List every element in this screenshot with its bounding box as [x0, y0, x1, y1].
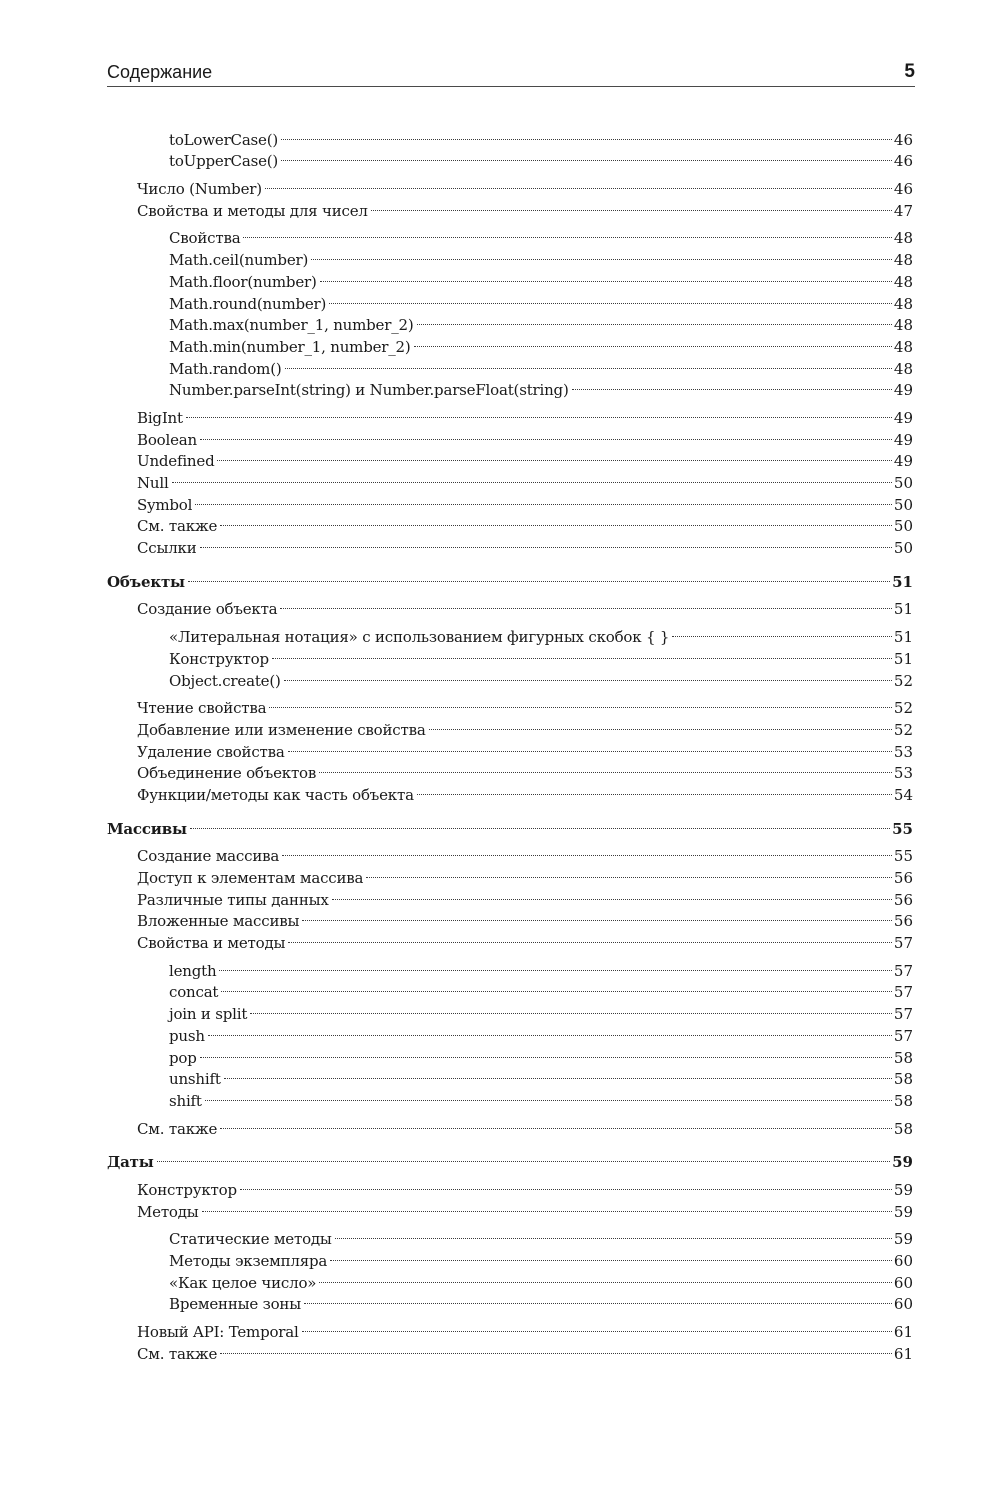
toc-entry-title: length	[169, 961, 217, 980]
toc-subsection-entry[interactable]	[107, 222, 913, 248]
dot-leader	[366, 861, 892, 883]
toc-entry-page: 49	[893, 430, 913, 449]
toc-entry-page: 48	[893, 359, 913, 378]
dot-leader	[572, 374, 892, 396]
toc-entry-page: 58	[893, 1048, 913, 1067]
toc-subsection-entry[interactable]	[107, 123, 913, 149]
toc-entry-title: Объединение объектов	[137, 764, 317, 783]
toc-entry-title: push	[169, 1026, 205, 1045]
dot-leader	[269, 692, 892, 714]
toc-entry-page: 57	[893, 1026, 913, 1045]
toc-entry-page: 56	[893, 912, 913, 931]
toc-entry-page: 52	[893, 671, 913, 690]
toc-chapter-entry[interactable]	[107, 565, 913, 591]
dot-leader	[220, 1112, 892, 1134]
dot-leader	[220, 510, 892, 532]
toc-entry-title: Удаление свойства	[137, 742, 285, 761]
toc-chapter-entry[interactable]	[107, 1146, 913, 1172]
toc-group	[107, 1315, 913, 1363]
dot-leader	[281, 145, 892, 167]
toc-section-entry[interactable]	[107, 840, 913, 866]
toc-entry-title: Math.random()	[169, 359, 282, 378]
toc-entry-page: 56	[893, 890, 913, 909]
toc-subsection-entry[interactable]	[107, 1063, 913, 1089]
dot-leader	[332, 883, 892, 905]
toc-subsection-entry[interactable]	[107, 620, 913, 647]
toc-section-entry[interactable]	[107, 510, 913, 536]
toc-entry-title: Null	[137, 474, 169, 492]
toc-group	[107, 1173, 913, 1221]
dot-leader	[320, 265, 892, 287]
toc-entry-page: 56	[893, 869, 913, 887]
dot-leader	[284, 664, 892, 686]
dot-leader	[265, 172, 892, 194]
dot-leader	[221, 976, 892, 998]
toc-group	[107, 812, 913, 838]
toc-entry-page: 59	[893, 1230, 913, 1249]
dot-leader	[219, 954, 891, 976]
dot-leader	[200, 531, 892, 553]
toc-subsection-entry[interactable]	[107, 954, 913, 980]
toc-entry-title: toLowerCase()	[169, 130, 279, 149]
dot-leader	[288, 926, 892, 948]
toc-entry-title: «Литеральная нотация» с использованием фигурных скобок { }	[169, 628, 670, 647]
toc-section-entry[interactable]	[107, 488, 913, 514]
toc-subsection-entry[interactable]	[107, 1223, 913, 1249]
toc-entry-page: 58	[893, 1070, 913, 1089]
toc-entry-page: 57	[893, 983, 913, 1002]
dot-leader	[319, 1266, 892, 1288]
toc-section-entry[interactable]	[107, 593, 913, 619]
toc-section-entry[interactable]	[107, 1315, 913, 1342]
toc-entry-title: См. также	[137, 517, 218, 536]
toc-group	[107, 840, 913, 953]
dot-leader	[319, 757, 892, 779]
dot-leader	[330, 1244, 892, 1266]
toc-entry-page: 50	[893, 539, 913, 558]
toc-entry-page: 51	[893, 628, 913, 647]
toc-entry-title: «Как целое число»	[169, 1273, 317, 1292]
dot-leader	[157, 1146, 891, 1168]
dot-leader	[288, 735, 892, 757]
running-header	[107, 58, 915, 87]
toc-entry-title: Функции/методы как часть объекта	[137, 785, 414, 804]
toc-subsection-entry[interactable]	[107, 1084, 913, 1110]
toc-entry-title: Math.floor(number)	[169, 272, 317, 291]
dot-leader	[188, 565, 890, 587]
dot-leader	[208, 1019, 892, 1041]
toc-section-entry[interactable]	[107, 692, 913, 718]
toc-entry-page: 50	[893, 517, 913, 536]
dot-leader	[417, 309, 892, 331]
dot-leader	[335, 1223, 892, 1245]
dot-leader	[243, 222, 891, 244]
toc-group	[107, 954, 913, 1110]
dot-leader	[240, 1173, 892, 1195]
toc-section-entry[interactable]	[107, 172, 913, 199]
dot-leader	[429, 713, 892, 735]
toc-entry-title: Вложенные массивы	[137, 912, 300, 931]
toc-entry-page: 51	[892, 572, 913, 591]
toc-entry-page: 48	[893, 316, 913, 335]
toc-entry-page: 53	[893, 764, 913, 783]
toc-entry-page: 57	[893, 1005, 913, 1024]
toc-entry-title: Объекты	[107, 572, 185, 591]
toc-entry-title: Добавление или изменение свойства	[137, 720, 426, 739]
toc-entry-page: 55	[892, 819, 913, 838]
toc-entry-title: Методы экземпляра	[169, 1252, 328, 1270]
toc-entry-page: 46	[893, 180, 913, 199]
toc-entry-title: shift	[169, 1091, 202, 1110]
toc-entry-title: Новый API: Temporal	[137, 1323, 299, 1342]
toc-entry-page: 50	[893, 495, 913, 514]
dot-leader	[302, 905, 892, 927]
toc-subsection-entry[interactable]	[107, 997, 913, 1024]
header-title: Содержание	[107, 62, 213, 82]
toc-entry-page: 60	[893, 1273, 913, 1292]
toc-entry-title: См. также	[137, 1119, 218, 1138]
dot-leader	[329, 287, 892, 309]
toc-section-entry[interactable]	[107, 1173, 913, 1199]
dot-leader	[224, 1063, 892, 1085]
toc-entry-page: 46	[893, 152, 913, 171]
toc-group	[107, 620, 913, 690]
toc-subsection-entry[interactable]	[107, 1019, 913, 1045]
dot-leader	[672, 620, 892, 642]
toc-entry-page: 59	[892, 1153, 913, 1172]
dot-leader	[220, 1337, 892, 1359]
dot-leader	[282, 840, 892, 862]
toc-entry-page: 51	[893, 600, 913, 619]
dot-leader	[200, 423, 892, 445]
toc-section-entry[interactable]	[107, 1337, 913, 1363]
dot-leader	[272, 642, 892, 664]
toc-entry-title: Число (Number)	[137, 180, 262, 199]
toc-entry-title: Ссылки	[137, 539, 197, 558]
dot-leader	[200, 1041, 892, 1063]
toc-entry-page: 47	[893, 201, 913, 220]
toc-entry-page: 61	[893, 1344, 913, 1363]
toc-entry-page: 58	[893, 1119, 913, 1138]
toc-entry-title: concat	[169, 983, 219, 1002]
toc-section-entry[interactable]	[107, 1195, 913, 1221]
toc-entry-title: Создание массива	[137, 847, 280, 866]
toc-group	[107, 565, 913, 591]
toc-section-entry[interactable]	[107, 423, 913, 449]
toc-entry-page: 55	[893, 847, 913, 866]
toc-section-entry[interactable]	[107, 1112, 913, 1138]
toc-entry-title: join и split	[169, 1005, 248, 1024]
toc-entry-page: 52	[893, 699, 913, 718]
toc-group	[107, 1146, 913, 1172]
toc-entry-page: 52	[893, 720, 913, 739]
toc-entry-title: Object.create()	[169, 671, 281, 690]
dot-leader	[205, 1084, 892, 1106]
toc-entry-title: Конструктор	[169, 649, 269, 668]
toc-entry-page: 48	[893, 229, 913, 248]
toc-group	[107, 1223, 913, 1314]
toc-group	[107, 222, 913, 400]
dot-leader	[202, 1195, 892, 1217]
dot-leader	[250, 997, 892, 1019]
dot-leader	[172, 466, 892, 488]
toc-entry-title: Конструктор	[137, 1180, 237, 1199]
toc-entry-title: Различные типы данных	[137, 890, 329, 909]
toc-entry-title: Создание объекта	[137, 600, 278, 619]
toc-entry-title: Math.min(number_1, number_2)	[169, 337, 411, 356]
dot-leader	[280, 593, 892, 615]
toc-entry-title: Undefined	[137, 452, 215, 471]
dot-leader	[186, 401, 892, 423]
toc-subsection-entry[interactable]	[107, 976, 913, 1002]
toc-entry-title: unshift	[169, 1070, 221, 1089]
toc-entry-page: 58	[893, 1091, 913, 1110]
toc-entry-title: Чтение свойства	[137, 699, 267, 718]
toc-entry-page: 60	[893, 1252, 913, 1270]
dot-leader	[311, 243, 892, 265]
toc-entry-title: pop	[169, 1048, 197, 1067]
toc-entry-title: Math.max(number_1, number_2)	[169, 316, 414, 335]
toc-subsection-entry[interactable]	[107, 1041, 913, 1067]
toc-section-entry[interactable]	[107, 466, 913, 492]
dot-leader	[302, 1315, 892, 1337]
toc-entry-title: Свойства и методы	[137, 934, 286, 953]
toc-entry-title: Number.parseInt(string) и Number.parseFloat(string)	[169, 381, 569, 400]
toc-entry-title: Доступ к элементам массива	[137, 869, 364, 887]
toc-entry-page: 57	[893, 961, 913, 980]
toc-section-entry[interactable]	[107, 531, 913, 558]
toc-entry-title: См. также	[137, 1344, 218, 1363]
toc-group	[107, 172, 913, 220]
toc-entry-title: BigInt	[137, 408, 183, 427]
dot-leader	[195, 488, 892, 510]
toc-entry-page: 49	[893, 452, 913, 471]
table-of-contents	[107, 123, 913, 1363]
dot-leader	[417, 778, 892, 800]
toc-entry-page: 59	[893, 1180, 913, 1199]
toc-entry-page: 49	[893, 381, 913, 400]
toc-entry-page: 53	[893, 742, 913, 761]
toc-entry-title: Методы	[137, 1202, 199, 1221]
toc-entry-page: 48	[893, 272, 913, 291]
toc-section-entry[interactable]	[107, 445, 913, 471]
toc-group	[107, 123, 913, 171]
page-number: 5	[904, 61, 915, 82]
toc-entry-page: 59	[893, 1202, 913, 1221]
toc-entry-title: Boolean	[137, 430, 197, 449]
toc-entry-title: Math.ceil(number)	[169, 251, 309, 270]
toc-entry-title: Symbol	[137, 495, 193, 514]
dot-leader	[281, 123, 892, 145]
toc-group	[107, 1112, 913, 1138]
toc-entry-title: Статические методы	[169, 1230, 332, 1249]
toc-entry-title: Свойства и методы для чисел	[137, 201, 368, 220]
toc-entry-page: 49	[893, 408, 913, 427]
toc-chapter-entry[interactable]	[107, 812, 913, 838]
dot-leader	[414, 330, 892, 352]
dot-leader	[217, 445, 891, 467]
dot-leader	[285, 352, 892, 374]
toc-entry-title: Временные зоны	[169, 1295, 301, 1314]
toc-entry-page: 48	[893, 294, 913, 313]
toc-entry-page: 60	[893, 1295, 913, 1314]
toc-entry-page: 50	[893, 474, 913, 492]
toc-entry-page: 46	[893, 130, 913, 149]
dot-leader	[304, 1288, 892, 1310]
toc-entry-page: 51	[893, 649, 913, 668]
toc-entry-title: toUpperCase()	[169, 152, 279, 171]
toc-section-entry[interactable]	[107, 401, 913, 427]
toc-entry-page: 48	[893, 337, 913, 356]
toc-entry-title: Массивы	[107, 819, 187, 838]
dot-leader	[190, 812, 890, 834]
toc-entry-title: Даты	[107, 1153, 154, 1172]
toc-entry-page: 48	[893, 251, 913, 270]
toc-entry-page: 54	[893, 785, 913, 804]
toc-group	[107, 692, 913, 804]
toc-entry-title: Math.round(number)	[169, 294, 327, 313]
toc-entry-page: 57	[893, 934, 913, 953]
toc-entry-title: Свойства	[169, 229, 241, 248]
toc-group	[107, 593, 913, 619]
dot-leader	[371, 194, 892, 216]
toc-group	[107, 401, 913, 558]
toc-entry-page: 61	[893, 1323, 913, 1342]
